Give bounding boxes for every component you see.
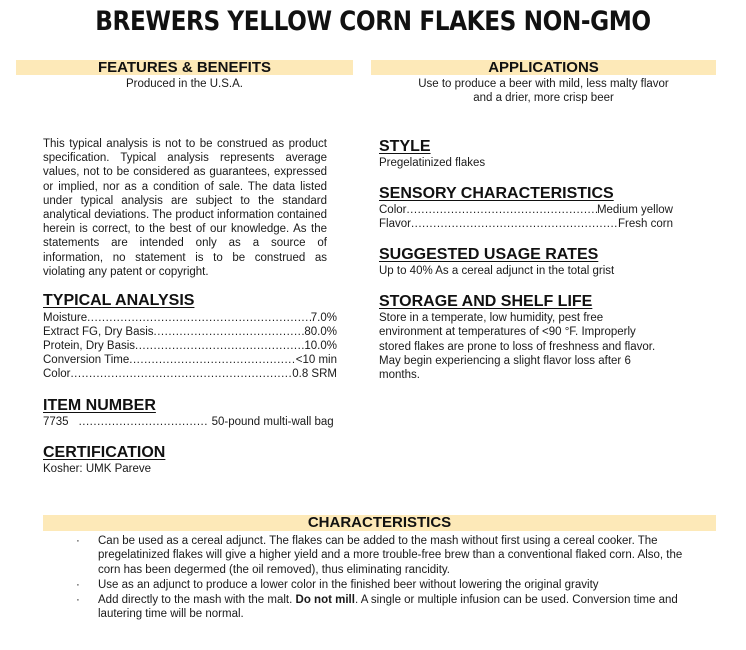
analysis-label: Extract FG, Dry Basis — [43, 326, 154, 338]
analysis-label: Color — [43, 368, 71, 380]
features-text: Produced in the U.S.A. — [126, 78, 243, 90]
certification-heading: CERTIFICATION — [43, 444, 166, 461]
features-benefits-heading: FEATURES & BENEFITS — [16, 60, 353, 75]
analysis-value: <10 min — [295, 354, 337, 366]
leader-dots — [87, 311, 311, 325]
leader-dots — [79, 415, 207, 429]
analysis-label: Moisture — [43, 312, 88, 324]
leader-dots — [406, 203, 596, 217]
leader-dots — [70, 367, 292, 381]
item-number-heading: ITEM NUMBER — [43, 397, 156, 414]
analysis-label: Conversion Time — [43, 354, 130, 366]
analysis-value: 80.0% — [304, 326, 337, 338]
leader-dots — [129, 353, 295, 367]
style-heading: STYLE — [379, 138, 431, 155]
bullet-mark: · — [76, 578, 80, 591]
applications-line-2: and a drier, more crisp beer — [473, 92, 614, 104]
analysis-disclaimer: This typical analysis is not to be construed as product specification. Typical analysis represents average values, not to be considered as guarantees, expressed or implied, nor as a condition of sale. The data listed under typical analysis are subject to the standard analytical deviations. The product information contained herein is correct, to the best of our knowledge. As the statements are intended only as a source of information, no statement is to be construed as violating any patent or copyright. — [43, 138, 327, 278]
certification-text: Kosher: UMK Pareve — [43, 463, 152, 475]
storage-heading: STORAGE AND SHELF LIFE — [379, 293, 593, 310]
bullet-text-bold: Do not mill — [295, 594, 355, 607]
bullet-text-post: . A single or multiple infusion can be used. Conversion time and lautering time will be normal. — [98, 594, 678, 621]
sensory-row-flavor — [379, 217, 673, 231]
analysis-value: 0.8 SRM — [292, 368, 337, 380]
sensory-heading: SENSORY CHARACTERISTICS — [379, 185, 614, 202]
bullet-text: Use as an adjunct to produce a lower color in the finished beer without lowering the original gravity — [98, 578, 599, 591]
usage-heading: SUGGESTED USAGE RATES — [379, 246, 599, 263]
analysis-value: 7.0% — [310, 312, 337, 324]
analysis-row-color — [43, 367, 337, 381]
bullet-mark: · — [76, 594, 80, 607]
list-item — [76, 593, 696, 622]
bullet-mark: · — [76, 535, 80, 547]
analysis-label: Protein, Dry Basis — [43, 340, 136, 352]
sensory-label: Color — [379, 204, 407, 216]
applications-line-1: Use to produce a beer with mild, less malty flavor — [418, 78, 669, 90]
typical-analysis-heading: TYPICAL ANALYSIS — [43, 292, 195, 309]
sensory-value: Fresh corn — [618, 218, 673, 230]
analysis-row-extract — [43, 325, 337, 339]
sensory-row-color — [379, 203, 673, 217]
item-description: 50-pound multi-wall bag — [211, 416, 334, 428]
usage-text: Up to 40% As a cereal adjunct in the total grist — [379, 265, 615, 277]
analysis-row-protein — [43, 339, 337, 353]
sensory-label: Flavor — [379, 218, 411, 230]
item-number: 7735 — [43, 416, 69, 428]
applications-heading: APPLICATIONS — [371, 60, 716, 75]
leader-dots — [135, 339, 304, 353]
applications-text — [371, 77, 716, 105]
characteristics-heading: CHARACTERISTICS — [43, 515, 716, 531]
bullet-text: Can be used as a cereal adjunct. The flakes can be added to the mash without first using a cereal cooker. The pregelatinized flakes will give a higher yield and a more trouble-free brew than a conventional flaked corn. Also, the corn has been degermed (the oil removed), thus eliminating rancidity. — [98, 535, 683, 576]
leader-dots — [411, 217, 618, 231]
page-title: BREWERS YELLOW CORN FLAKES NON-GMO — [95, 6, 651, 37]
analysis-row-conversion — [43, 353, 337, 367]
storage-text: Store in a temperate, low humidity, pest free environment at temperatures of <90 °F. Improperly stored flakes are prone to loss of freshness and flavor. May begin experiencing a slight flavor loss after 6 months. — [379, 312, 656, 382]
characteristics-list — [76, 534, 696, 623]
analysis-value: 10.0% — [304, 340, 337, 352]
list-item — [76, 534, 696, 577]
bullet-text-pre: Add directly to the mash with the malt. — [98, 594, 296, 607]
list-item — [76, 578, 696, 592]
style-text: Pregelatinized flakes — [379, 157, 486, 169]
leader-dots — [154, 325, 305, 339]
analysis-row-moisture — [43, 311, 337, 325]
item-number-row — [43, 415, 337, 429]
sensory-value: Medium yellow — [596, 204, 673, 216]
